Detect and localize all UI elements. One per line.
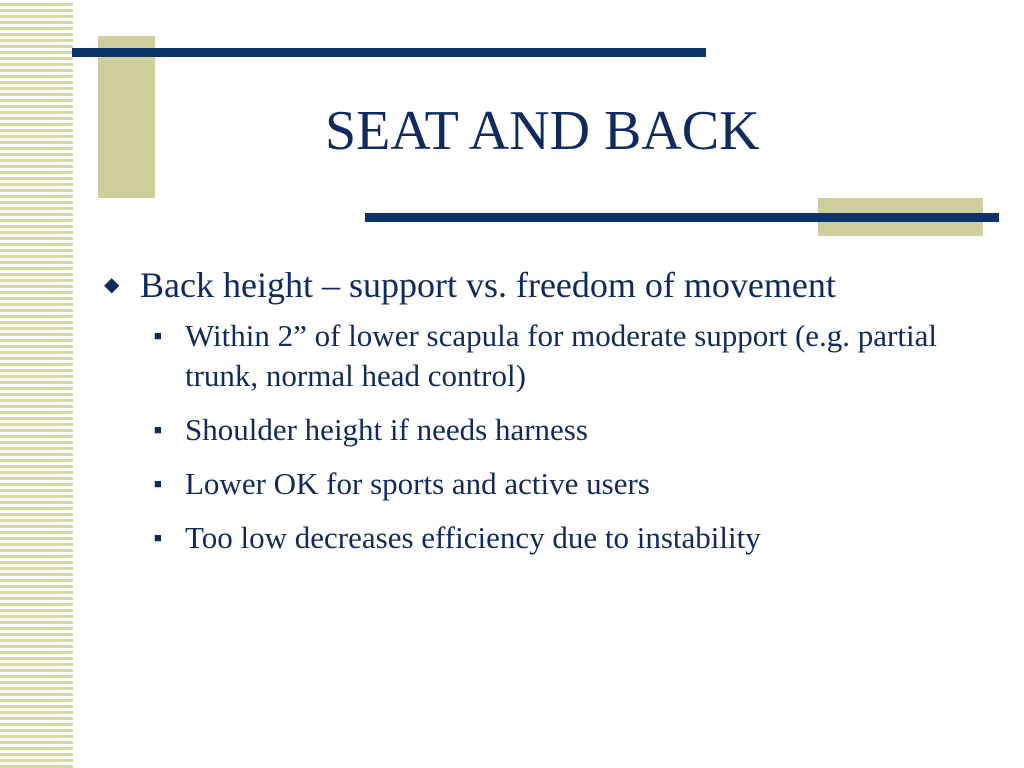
beige-accent-block-left xyxy=(98,36,155,198)
sub-bullet-text: Too low decreases efficiency due to instability xyxy=(185,520,761,555)
slide-content xyxy=(104,262,984,572)
square-bullet-icon: ■ xyxy=(154,476,162,491)
bullet-level2 xyxy=(154,464,984,504)
title-rule-bottom xyxy=(365,213,999,222)
bullet-level2 xyxy=(154,410,984,450)
title-rule-top xyxy=(72,48,706,57)
sub-bullet-text: Lower OK for sports and active users xyxy=(185,466,650,501)
square-bullet-icon: ■ xyxy=(154,328,162,343)
bullet-level2 xyxy=(154,316,984,396)
diamond-bullet-icon: ◆ xyxy=(104,274,120,296)
sub-bullet-text: Within 2” of lower scapula for moderate support (e.g. partial trunk, normal head control) xyxy=(185,318,937,393)
bullet-level2 xyxy=(154,518,984,558)
square-bullet-icon: ■ xyxy=(154,530,162,545)
bullet-level1 xyxy=(104,262,984,308)
square-bullet-icon: ■ xyxy=(154,422,162,437)
slide-title: SEAT AND BACK xyxy=(325,100,760,162)
sub-bullet-text: Shoulder height if needs harness xyxy=(185,412,588,447)
bullet-text: Back height – support vs. freedom of movement xyxy=(140,265,836,305)
left-stripe-decoration xyxy=(0,0,73,768)
